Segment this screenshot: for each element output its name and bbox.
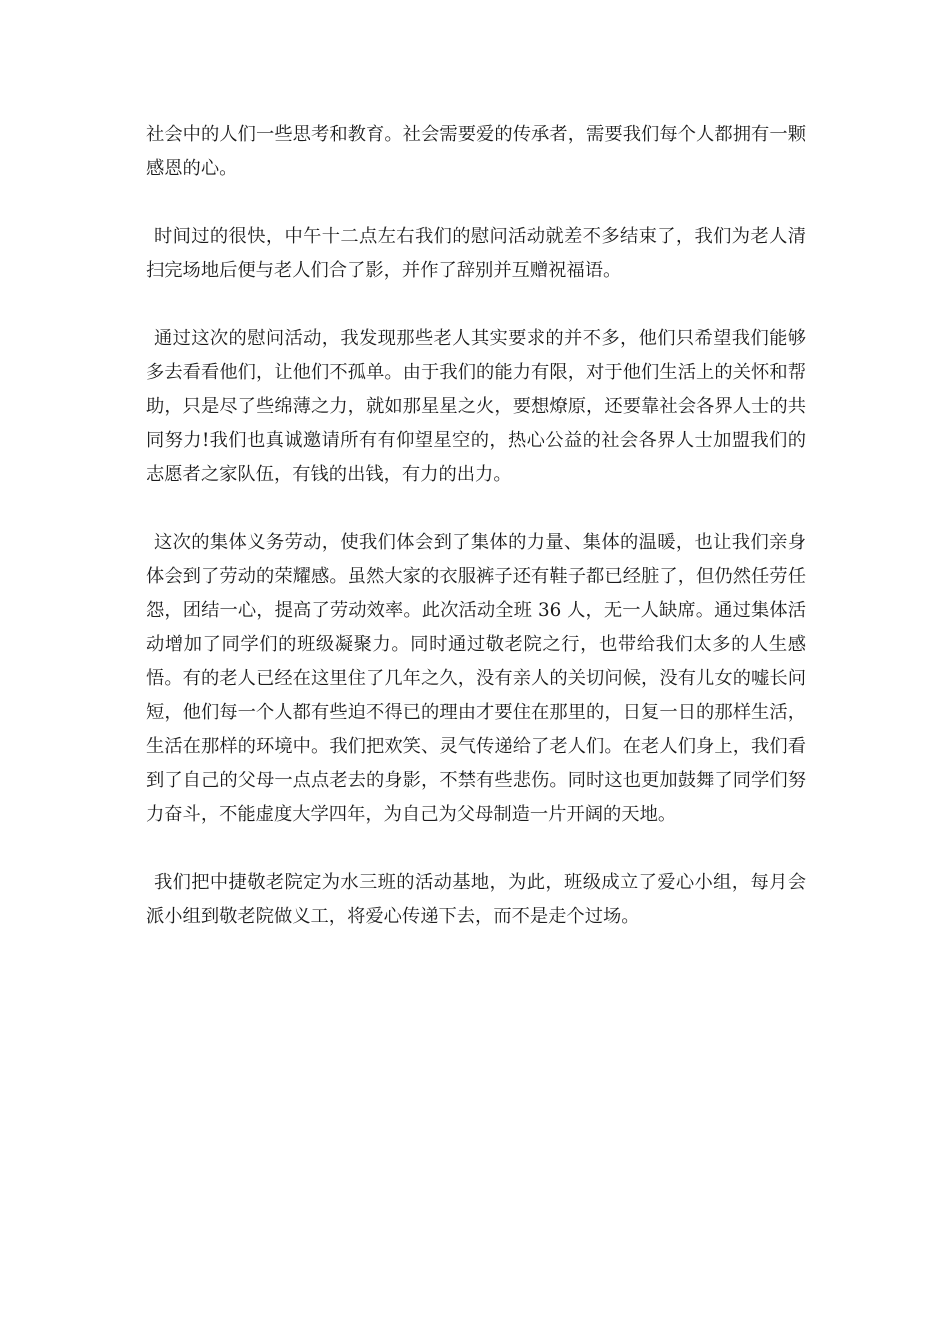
paragraph-continuation: 社会中的人们一些思考和教育。社会需要爱的传承者，需要我们每个人都拥有一颗感恩的心。	[146, 124, 806, 179]
document-body	[146, 118, 806, 968]
paragraph-activity-base: 我们把中捷敬老院定为水三班的活动基地，为此，班级成立了爱心小组，每月会派小组到敬老院做义工，将爱心传递下去，而不是走个过场。	[146, 872, 806, 927]
paragraph-reflection: 通过这次的慰问活动，我发现那些老人其实要求的并不多，他们只希望我们能够多去看看他们，让他们不孤单。由于我们的能力有限，对于他们生活上的关怀和帮助，只是尽了些绵薄之力，就如那星星之火，要想燎原，还要靠社会各界人士的共同努力!我们也真诚邀请所有有仰望星空的，热心公益的社会各界人士加盟我们的志愿者之家队伍，有钱的出钱，有力的出力。	[146, 328, 806, 485]
paragraph-collective-labor: 这次的集体义务劳动，使我们体会到了集体的力量、集体的温暖，也让我们亲身体会到了劳动的荣耀感。虽然大家的衣服裤子还有鞋子都已经脏了，但仍然任劳任怨，团结一心，提高了劳动效率。此次活动全班 36 人，无一人缺席。通过集体活动增加了同学们的班级凝聚力。同时通过敬老院之行，也带给我们太多的人生感悟。有的老人已经在这里住了几年之久，没有亲人的关切问候，没有儿女的嘘长问短，他们每一个人都有些迫不得已的理由才要住在那里的，日复一日的那样生活，生活在那样的环境中。我们把欢笑、灵气传递给了老人们。在老人们身上，我们看到了自己的父母一点点老去的身影，不禁有些悲伤。同时这也更加鼓舞了同学们努力奋斗，不能虚度大学四年，为自己为父母制造一片开阔的天地。	[146, 532, 806, 825]
paragraph-visit-ending: 时间过的很快，中午十二点左右我们的慰问活动就差不多结束了，我们为老人清扫完场地后便与老人们合了影，并作了辞别并互赠祝福语。	[146, 226, 806, 281]
